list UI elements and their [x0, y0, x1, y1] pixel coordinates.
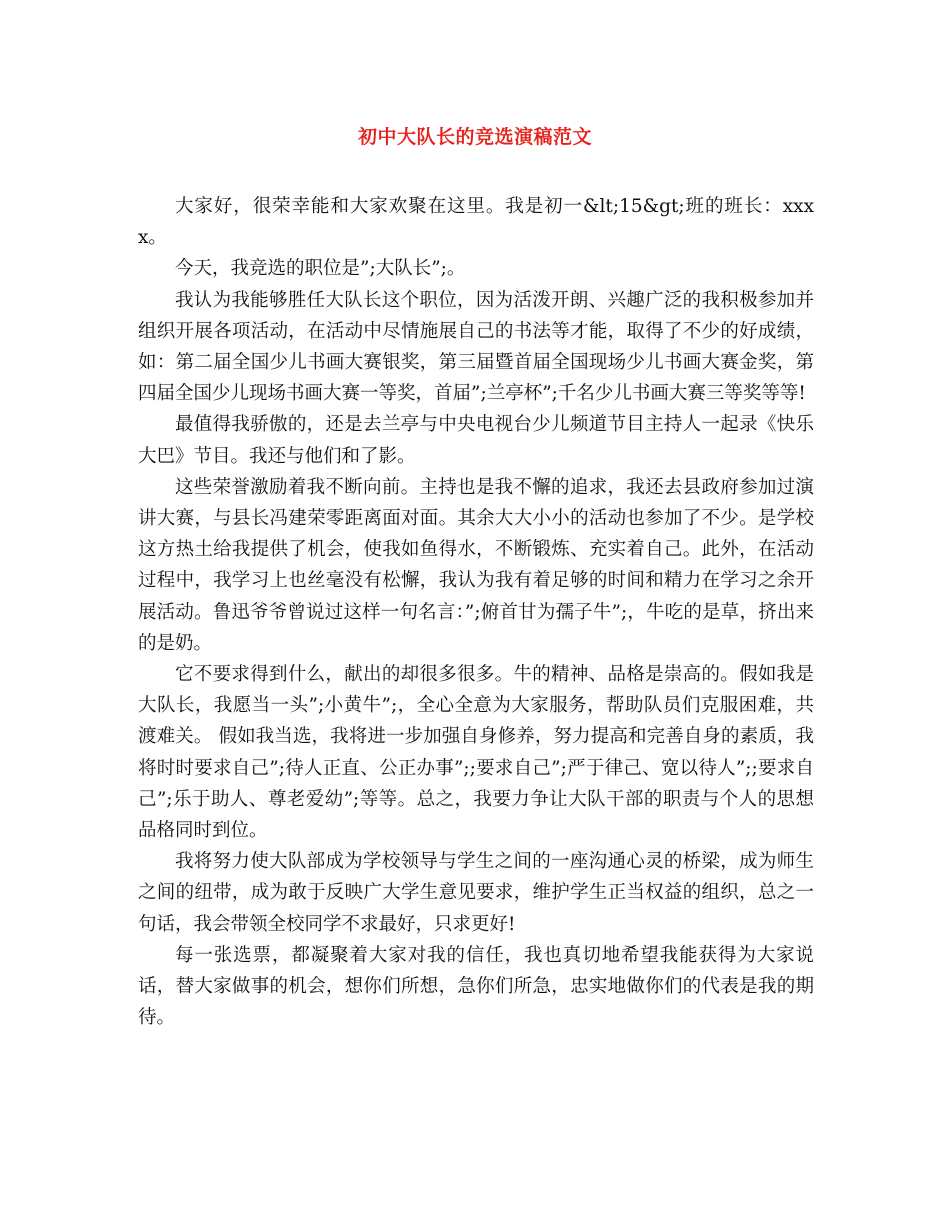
paragraph-1: 大家好，很荣幸能和大家欢聚在这里。我是初一&lt;15&gt;班的班长：xxxx。 [138, 196, 814, 249]
paragraph-3: 我认为我能够胜任大队长这个职位，因为活泼开朗、兴趣广泛的我积极参加并组织开展各项活动，在活动中尽情施展自己的书法等才能，取得了不少的好成绩，如：第二届全国少儿书画大赛银奖，第三届暨首届全国现场少儿书画大赛金奖，第四届全国少儿现场书画大赛一等奖，首届”;兰亭杯”;千名少儿书画大赛三等奖等等! [138, 289, 814, 405]
paragraph-7: 我将努力使大队部成为学校领导与学生之间的一座沟通心灵的桥梁，成为师生之间的纽带，成为敢于反映广大学生意见要求，维护学生正当权益的组织，总之一句话，我会带领全校同学不求最好，只求更好! [138, 851, 814, 935]
paragraph-2: 今天，我竞选的职位是”;大队长”;。 [175, 258, 466, 280]
paragraph-5: 这些荣誉激励着我不断向前。主持也是我不懈的追求，我还去县政府参加过演讲大赛，与县长冯建荣零距离面对面。其余大大小小的活动也参加了不少。是学校这方热土给我提供了机会，使我如鱼得水，不断锻炼、充实着自己。此外，在活动过程中，我学习上也丝毫没有松懈，我认为我有着足够的时间和精力在学习之余开展活动。鲁迅爷爷曾说过这样一句名言：”;俯首甘为孺子牛”;，牛吃的是草，挤出来的是奶。 [138, 476, 814, 654]
document-body [138, 191, 814, 1033]
paragraph-6: 它不要求得到什么，献出的却很多很多。牛的精神、品格是崇高的。假如我是大队长，我愿当一头”;小黄牛”;，全心全意为大家服务，帮助队员们克服困难，共渡难关。 假如我当选，我将进一步加强自身修养，努力提高和完善自身的素质，我将时时要求自己”;待人正直、公正办事”;;要求自己”;严于律己、宽以待人”;;要求自己”;乐于助人、尊老爱幼”;等等。总之，我要力争让大队干部的职责与个人的思想品格同时到位。 [138, 664, 814, 842]
document-title: 初中大队长的竞选演稿范文 [357, 126, 592, 148]
paragraph-8: 每一张选票，都凝聚着大家对我的信任，我也真切地希望我能获得为大家说话，替大家做事的机会，想你们所想，急你们所急，忠实地做你们的代表是我的期待。 [138, 944, 814, 1029]
paragraph-4: 最值得我骄傲的，还是去兰亭与中央电视台少儿频道节目主持人一起录《快乐大巴》节目。我还与他们和了影。 [138, 414, 814, 467]
